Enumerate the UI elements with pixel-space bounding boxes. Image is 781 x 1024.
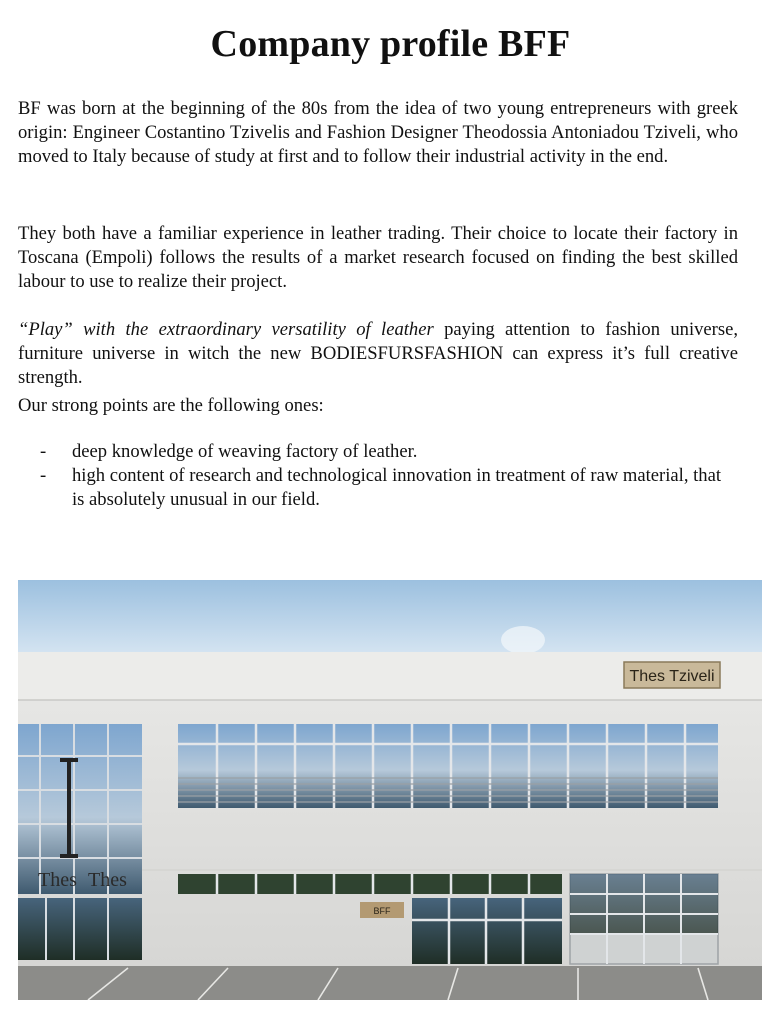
paragraph-experience: They both have a familiar experience in leather trading. Their choice to locate their factory in Toscana (Empoli) follows the results of a market research focused on finding the best skilled labour to use to realize their project. bbox=[18, 223, 738, 292]
window-label-right: Thes bbox=[88, 869, 127, 891]
paragraph-origin: BF was born at the beginning of the 80s from the idea of two young entrepreneurs with greek origin: Engineer Costantino Tzivelis and Fashion Designer Theodossia Antoniadou Tziveli, who moved to Italy because of study at first and to follow their industrial activity in the end. bbox=[18, 98, 738, 167]
page-title: Company profile BFF bbox=[210, 23, 571, 65]
strong-points-list bbox=[18, 440, 738, 512]
list-item bbox=[18, 440, 738, 464]
window-label-left: Thes bbox=[38, 869, 77, 891]
upper-windows bbox=[178, 724, 718, 808]
list-item bbox=[18, 464, 738, 512]
lower-window-strip bbox=[178, 874, 562, 894]
bullet-dash: - bbox=[40, 441, 47, 462]
list-item-text: high content of research and technological innovation in treatment of raw material, that is absolutely unusual in our field. bbox=[72, 465, 721, 510]
entrance-plate bbox=[360, 902, 404, 918]
sectional-doors bbox=[570, 874, 718, 964]
plate-text: BFF bbox=[373, 906, 391, 916]
parking-asphalt bbox=[18, 966, 762, 1000]
company-sign bbox=[624, 662, 720, 688]
paragraph-play bbox=[18, 318, 738, 390]
paragraph-play-rest: paying attention to fashion universe, furniture universe in witch the new BODIESFURSFASHION can express it’s full creative strength. bbox=[18, 319, 738, 388]
factory-building-photo bbox=[18, 580, 762, 1000]
bullet-dash: - bbox=[40, 465, 47, 486]
sky bbox=[18, 580, 762, 660]
sign-text: Thes Tziveli bbox=[629, 668, 715, 685]
list-item-text: deep knowledge of weaving factory of leather. bbox=[72, 441, 418, 462]
left-glass-facade bbox=[18, 724, 142, 960]
entrance-doors bbox=[412, 898, 562, 964]
paragraph-play-italic: “Play” with the extraordinary versatility of leather bbox=[18, 319, 434, 340]
paragraph-strong-points: Our strong points are the following ones: bbox=[18, 395, 324, 416]
